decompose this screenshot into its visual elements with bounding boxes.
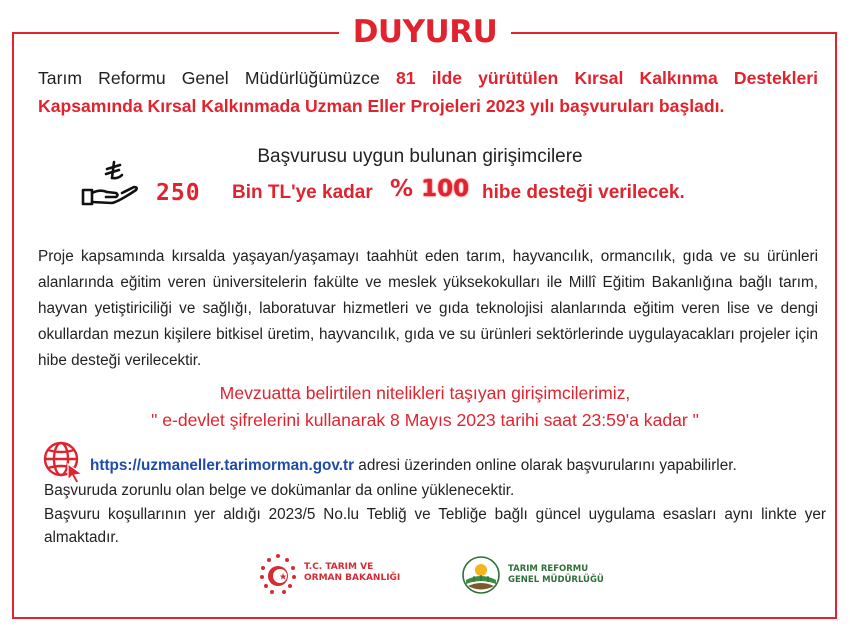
directorate-logo	[462, 552, 622, 598]
grant-percent	[390, 176, 469, 202]
directorate-name-line-2: GENEL MÜDÜRLÜĞÜ	[508, 575, 604, 585]
intro-paragraph	[38, 64, 818, 120]
directorate-emblem-icon	[462, 556, 500, 594]
intro-highlight: 81 ilde yürütülen Kırsal Kalkınma Destekleri Kapsamında Kırsal Kalkınmada Uzman Eller Projeleri 2023 yılı başvuruları başladı.	[38, 68, 818, 116]
apply-line-3: Başvuru koşullarının yer aldığı 2023/5 No.lu Tebliğ ve Tebliğe bağlı güncel uygulama esasları aynı linkte yer almaktadır.	[44, 506, 826, 546]
notice-line-1: Mevzuatta belirtilen nitelikleri taşıyan girişimcilerimiz,	[219, 383, 631, 403]
apply-after-url: adresi üzerinden online olarak başvurularını yapabilirler.	[354, 457, 737, 474]
ministry-name-line-2: ORMAN BAKANLIĞI	[304, 573, 401, 583]
page-title: DUYURU	[339, 14, 512, 50]
apply-line-2: Başvuruda zorunlu olan belge ve dokümanlar da online yüklenecektir.	[44, 482, 515, 499]
ministry-name-line-1: T.C. TARIM VE	[304, 562, 374, 572]
percent-sign: %	[390, 176, 414, 202]
notice-line-2: " e-devlet şifrelerini kullanarak 8 Mayıs 2023 tarihi saat 23:59'a kadar "	[151, 410, 699, 430]
apply-url-link[interactable]: https://uzmaneller.tarimorman.gov.tr	[90, 457, 355, 474]
apply-paragraph	[44, 454, 826, 477]
eligibility-text: Başvurusu uygun bulunan girişimcilere	[257, 146, 583, 167]
title-wrap	[0, 14, 850, 50]
grant-amount: 250	[156, 180, 201, 206]
grant-description: hibe desteği verilecek.	[482, 182, 685, 203]
intro-lead: Tarım Reformu Genel Müdürlüğümüzce	[38, 68, 396, 88]
ministry-emblem-icon	[258, 552, 298, 598]
directorate-name	[508, 564, 604, 586]
directorate-name-line-1: TARIM REFORMU	[508, 564, 589, 574]
percent-value: 100	[421, 176, 470, 202]
ministry-name	[304, 562, 400, 584]
body-paragraph: Proje kapsamında kırsalda yaşayan/yaşamayı taahhüt eden tarım, hayvancılık, ormancılık, gıda ve su ürünleri alanlarında eğitim veren üniversitelerin fakülte ve meslek yüksekokulları ile Millî Eğitim Bakanlığına bağlı tarım, hayvan yetiştiriciliği ve sağlığı, laboratuvar hizmetleri ve gıda teknolojisi alanlarında eğitim veren lise ve dengi okullardan mezun kişilere bitkisel üretim, hayvancılık, gıda ve su ürünleri sektörlerinde uygulayacakları projeler için hibe desteği verilecektir.	[38, 248, 818, 369]
ministry-logo	[258, 552, 418, 598]
grant-unit: Bin TL'ye kadar	[232, 182, 373, 203]
hand-coin-icon	[80, 160, 140, 210]
